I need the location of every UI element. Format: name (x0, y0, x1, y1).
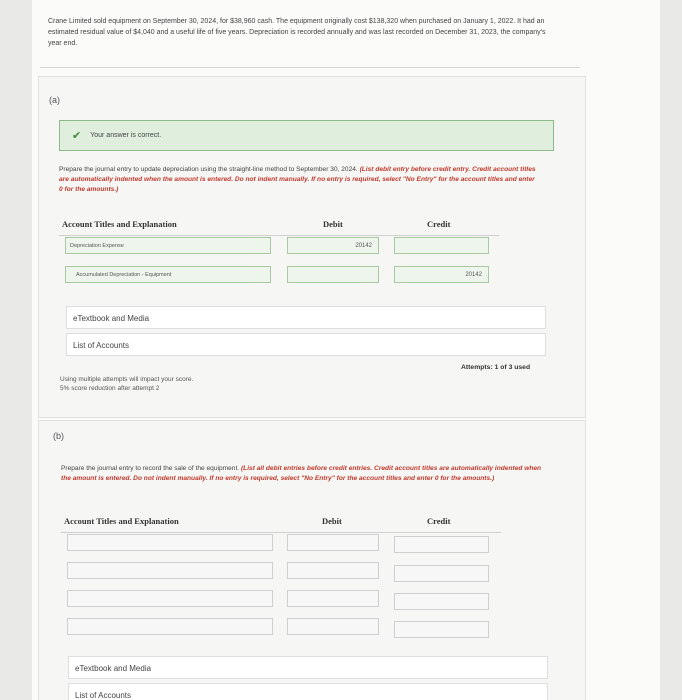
account-titles-header: Account Titles and Explanation (62, 219, 177, 229)
part-b-instructions-main: Prepare the journal entry to record the sale of the equipment. (61, 465, 241, 472)
part-a-instructions-emphasis: (List debit entry before credit entry. Credit account titles are automatically indented when the amount is entered. Do not indent manually. If no entry is required, select "No Entry" for the account titles and enter 0 for the amounts.) (59, 166, 536, 193)
attempts-note-line2: 5% score reduction after attempt 2 (60, 385, 160, 392)
part-a-instructions-main: Prepare the journal entry to update depreciation using the straight-line method to September 30, 2024. (59, 166, 360, 173)
part-b-row3-account-select[interactable] (67, 590, 273, 607)
part-b-row1-account-select[interactable] (67, 534, 273, 551)
part-a-row1-debit-input[interactable]: 20142 (287, 237, 379, 254)
debit-header: Debit (322, 516, 342, 526)
attempts-note-line1: Using multiple attempts will impact your score. (60, 376, 194, 383)
part-b-label: (b) (53, 431, 64, 441)
part-a-table-header (59, 210, 499, 236)
part-b-row1-debit-input[interactable] (287, 534, 379, 551)
part-a-row2-debit-input[interactable] (287, 266, 379, 283)
part-a-panel (38, 76, 586, 418)
part-b-table-header (61, 507, 501, 533)
correct-feedback-banner (59, 120, 554, 151)
debit-header: Debit (323, 219, 343, 229)
part-a-row1-account-select[interactable]: Depreciation Expense (65, 237, 271, 254)
part-a-row2-account-select[interactable]: Accumulated Depreciation - Equipment (65, 266, 271, 283)
part-b-row3-debit-input[interactable] (287, 590, 379, 607)
part-b-row1-credit-input[interactable] (394, 536, 489, 553)
part-a-instructions (59, 165, 539, 195)
part-b-row4-credit-input[interactable] (394, 621, 489, 638)
part-a-row1-credit-input[interactable] (394, 237, 489, 254)
divider (40, 67, 580, 68)
part-b-row2-account-select[interactable] (67, 562, 273, 579)
page (32, 0, 660, 700)
part-b-panel (38, 420, 586, 700)
checkmark-icon: ✔ (72, 130, 82, 142)
part-b-row3-credit-input[interactable] (394, 593, 489, 610)
list-of-accounts-link[interactable]: List of Accounts (68, 683, 548, 700)
part-b-instructions-emphasis: (List all debit entries before credit entries. Credit account titles are automatically indented when the amount is entered. Do not indent manually. If no entry is required, select "No Entry" for the account titles and enter 0 for the amounts.) (61, 465, 542, 482)
part-b-instructions (61, 464, 546, 484)
list-of-accounts-link[interactable]: List of Accounts (66, 333, 546, 356)
part-b-row4-account-select[interactable] (67, 618, 273, 635)
correct-feedback-text: Your answer is correct. (90, 132, 162, 139)
attempts-note (60, 375, 193, 393)
etextbook-link[interactable]: eTextbook and Media (66, 306, 546, 329)
part-b-row2-credit-input[interactable] (394, 565, 489, 582)
credit-header: Credit (427, 219, 451, 229)
credit-header: Credit (427, 516, 451, 526)
part-a-row2-credit-input[interactable]: 20142 (394, 266, 489, 283)
part-b-row4-debit-input[interactable] (287, 618, 379, 635)
part-a-label: (a) (49, 95, 60, 105)
attempts-counter: Attempts: 1 of 3 used (461, 364, 531, 371)
problem-statement: Crane Limited sold equipment on September 30, 2024, for $38,960 cash. The equipment originally cost $138,320 when purchased on January 1, 2022. It had an estimated residual value of $4,040 and a useful life of five years. Depreciation is recorded annually and was last recorded on December 31, 2023, the company's year end. (48, 18, 546, 47)
account-titles-header: Account Titles and Explanation (64, 516, 179, 526)
part-b-row2-debit-input[interactable] (287, 562, 379, 579)
etextbook-link[interactable]: eTextbook and Media (68, 656, 548, 679)
